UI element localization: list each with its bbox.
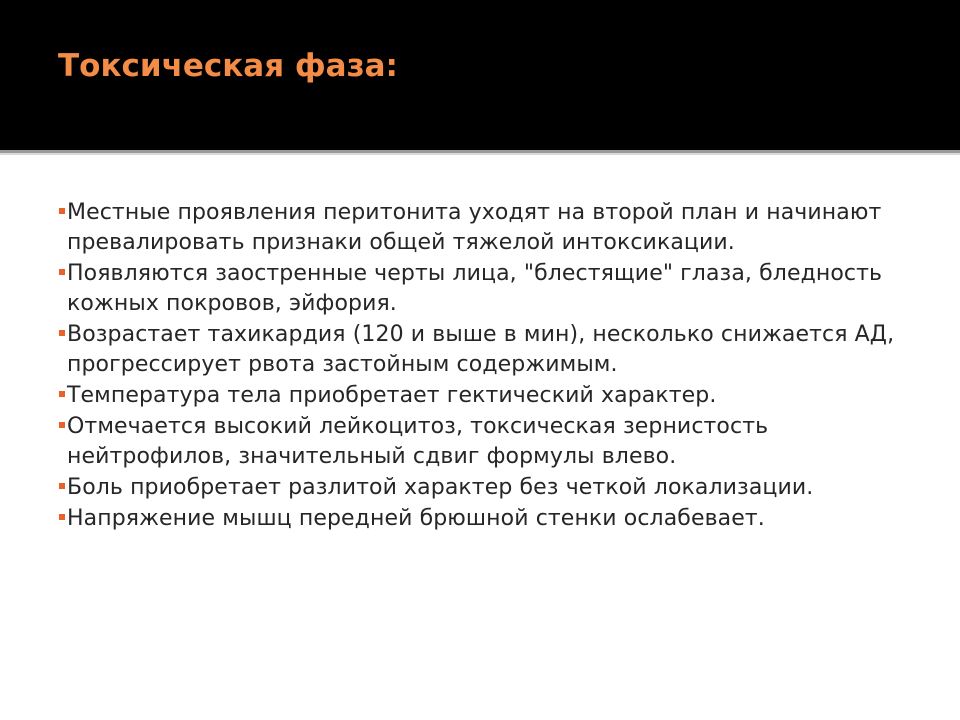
square-bullet-icon bbox=[59, 422, 65, 428]
bullet-item bbox=[58, 381, 918, 411]
bullet-item bbox=[58, 412, 918, 472]
bullet-item bbox=[58, 320, 918, 380]
bullet-text: Температура тела приобретает гектический характер. bbox=[67, 383, 717, 408]
bullet-item bbox=[58, 198, 918, 258]
slide-title: Токсическая фаза: bbox=[58, 48, 398, 84]
bullet-text: Появляются заостренные черты лица, "блестящие" глаза, бледность кожных покровов, эйфория. bbox=[67, 261, 883, 316]
bullet-text: Возрастает тахикардия (120 и выше в мин), несколько снижается АД, прогрессирует рвота застойным содержимым. bbox=[67, 322, 895, 377]
square-bullet-icon bbox=[59, 483, 65, 489]
bullet-text: Напряжение мышц передней брюшной стенки ослабевает. bbox=[67, 506, 765, 531]
square-bullet-icon bbox=[59, 269, 65, 275]
square-bullet-icon bbox=[59, 391, 65, 397]
bullet-text: Местные проявления перитонита уходят на второй план и начинают превалировать признаки общей тяжелой интоксикации. bbox=[67, 200, 882, 255]
bullet-item bbox=[58, 504, 918, 534]
square-bullet-icon bbox=[59, 330, 65, 336]
bullet-item bbox=[58, 259, 918, 319]
square-bullet-icon bbox=[59, 514, 65, 520]
bullet-text: Отмечается высокий лейкоцитоз, токсическая зернистость нейтрофилов, значительный сдвиг формулы влево. bbox=[67, 414, 769, 469]
title-bar bbox=[0, 0, 960, 150]
bullet-text: Боль приобретает разлитой характер без четкой локализации. bbox=[67, 475, 814, 500]
square-bullet-icon bbox=[59, 208, 65, 214]
bullet-item bbox=[58, 473, 918, 503]
title-divider-highlight bbox=[0, 153, 960, 155]
bullet-list bbox=[58, 198, 918, 535]
